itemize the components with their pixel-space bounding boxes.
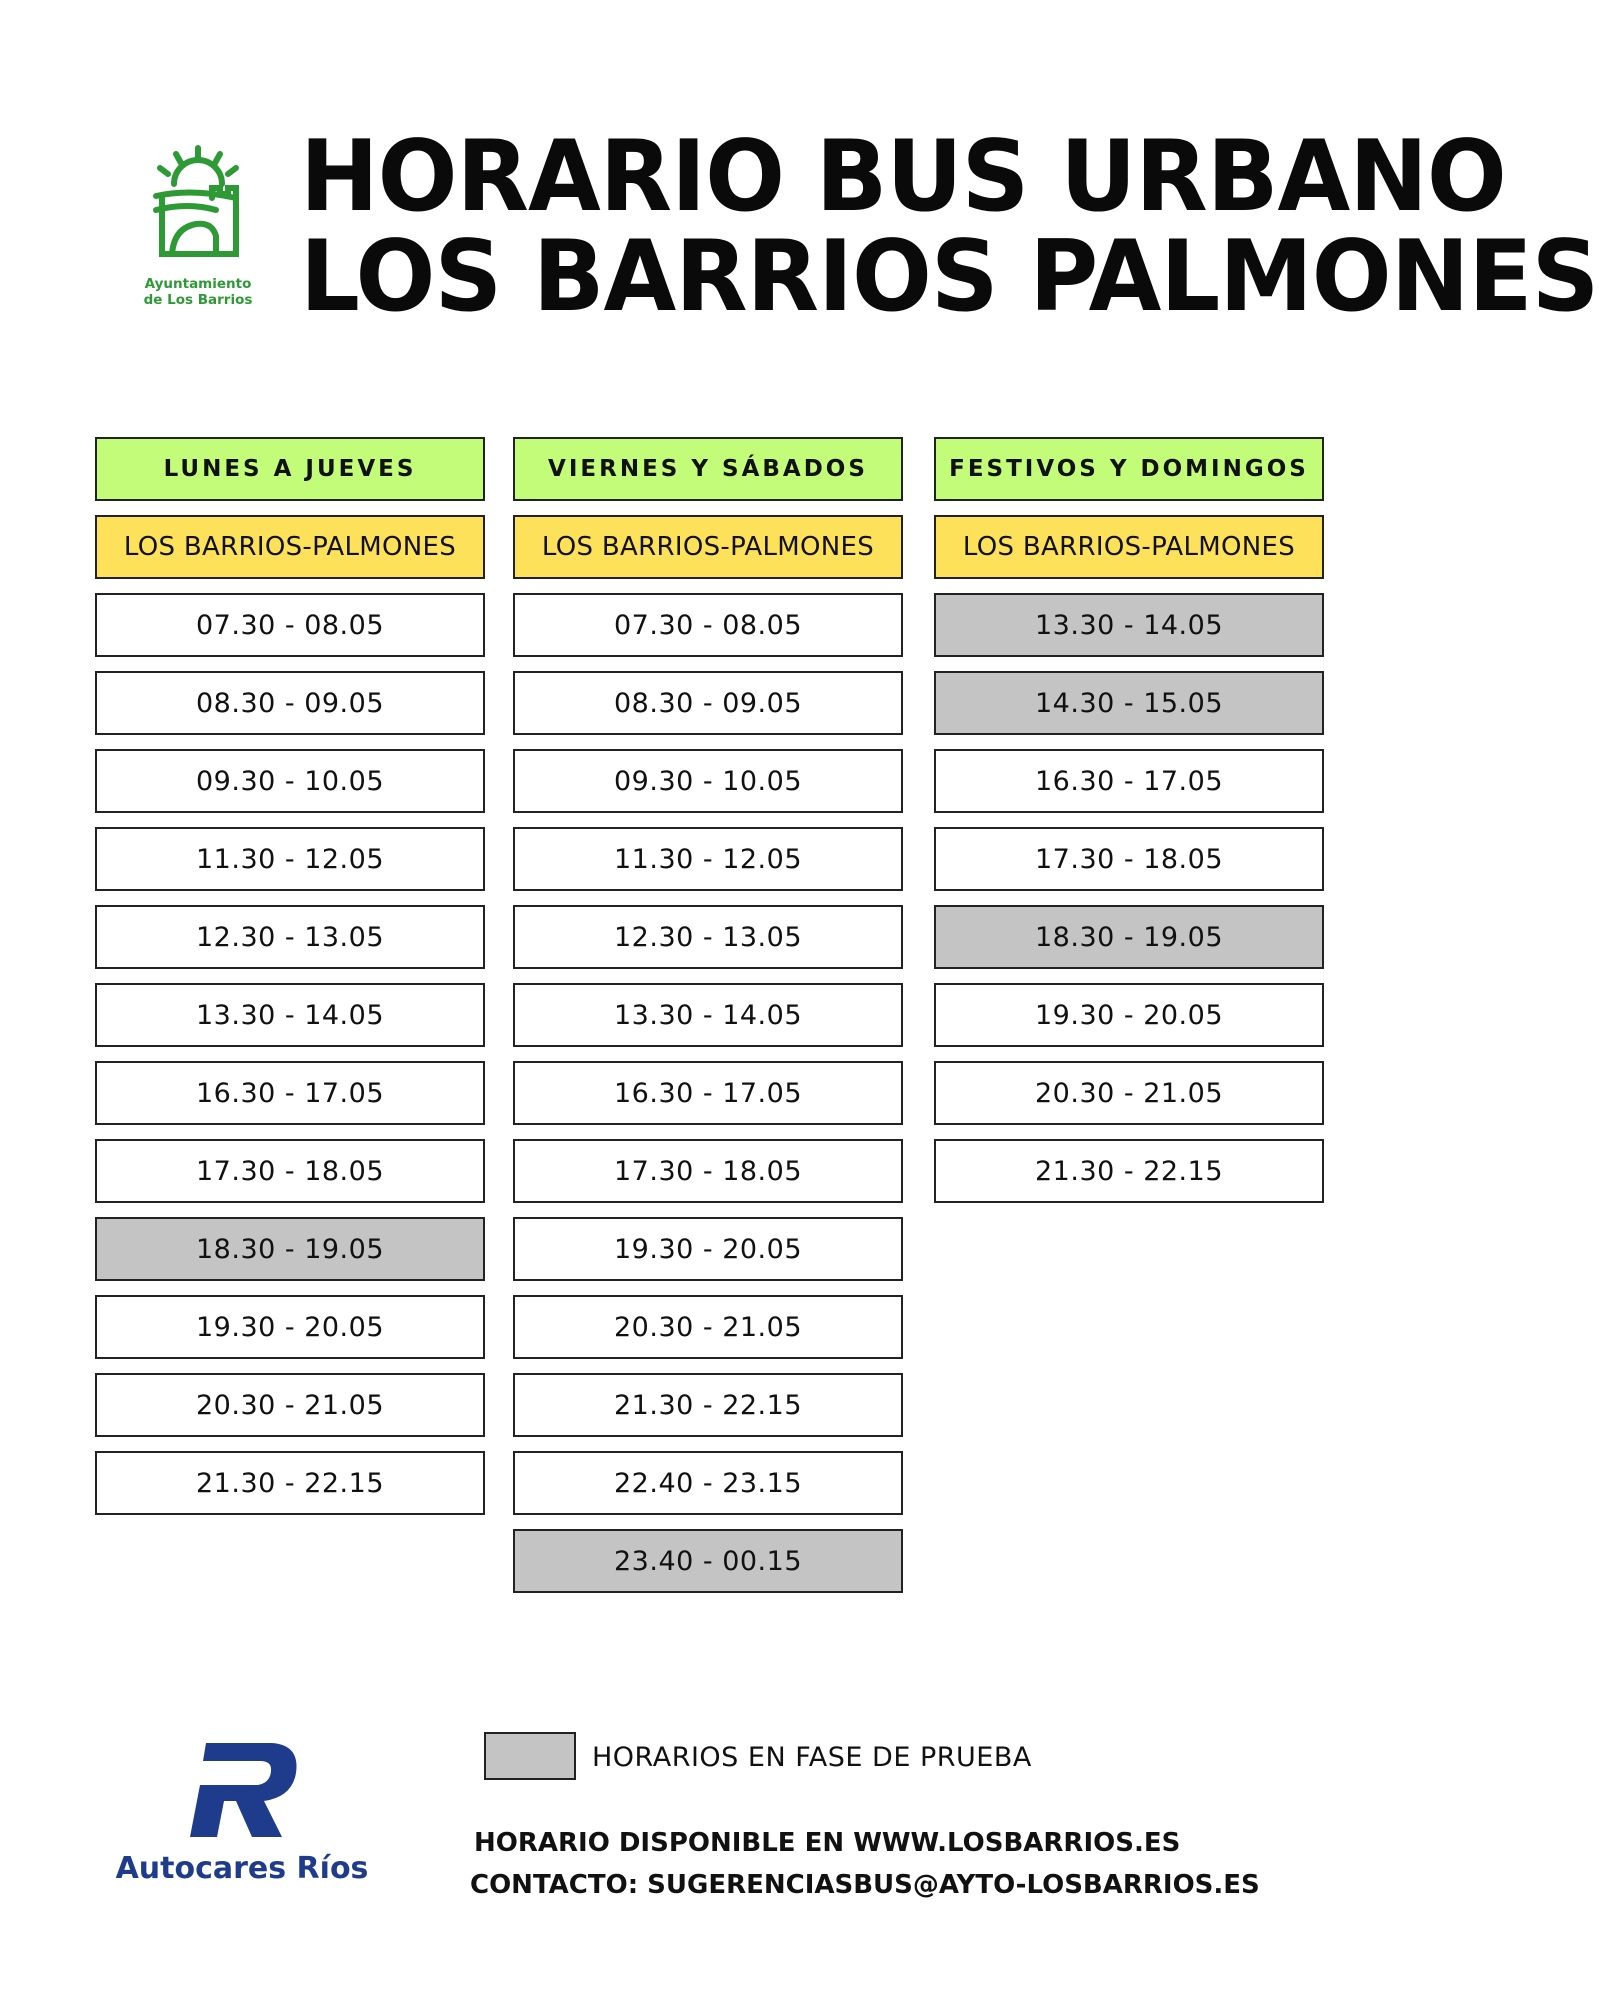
castle-sun-logo-icon xyxy=(152,144,244,264)
time-slot: 09.30 - 10.05 xyxy=(95,749,485,813)
website-info: HORARIO DISPONIBLE EN WWW.LOSBARRIOS.ES xyxy=(474,1828,1181,1858)
day-header: FESTIVOS Y DOMINGOS xyxy=(934,437,1324,501)
municipality-name-line2: de Los Barrios xyxy=(143,292,253,308)
time-slot: 17.30 - 18.05 xyxy=(513,1139,903,1203)
time-slot: 07.30 - 08.05 xyxy=(513,593,903,657)
route-header: LOS BARRIOS-PALMONES xyxy=(934,515,1324,579)
time-slot-trial: 13.30 - 14.05 xyxy=(934,593,1324,657)
company-name: Autocares Ríos xyxy=(115,1851,369,1886)
time-slot: 11.30 - 12.05 xyxy=(95,827,485,891)
time-slot: 19.30 - 20.05 xyxy=(95,1295,485,1359)
municipality-name-line1: Ayuntamiento xyxy=(144,276,252,292)
time-slot: 20.30 - 21.05 xyxy=(934,1061,1324,1125)
municipality-name xyxy=(136,276,260,308)
contact-info: CONTACTO: SUGERENCIASBUS@AYTO-LOSBARRIOS.ES xyxy=(470,1870,1260,1900)
day-header: LUNES A JUEVES xyxy=(95,437,485,501)
time-slot: 21.30 - 22.15 xyxy=(934,1139,1324,1203)
time-slot: 07.30 - 08.05 xyxy=(95,593,485,657)
page-title xyxy=(300,120,1598,334)
time-slot: 21.30 - 22.15 xyxy=(95,1451,485,1515)
time-slot: 17.30 - 18.05 xyxy=(934,827,1324,891)
time-slot: 09.30 - 10.05 xyxy=(513,749,903,813)
day-header: VIERNES Y SÁBADOS xyxy=(513,437,903,501)
time-slot-trial: 18.30 - 19.05 xyxy=(95,1217,485,1281)
time-slot: 20.30 - 21.05 xyxy=(95,1373,485,1437)
r-letter-logo-icon xyxy=(184,1735,304,1845)
time-slot: 12.30 - 13.05 xyxy=(95,905,485,969)
time-slot: 13.30 - 14.05 xyxy=(513,983,903,1047)
schedule-column-lunes-a-jueves xyxy=(95,437,485,1529)
time-slot-list xyxy=(513,593,903,1593)
page-title-line2: LOS BARRIOS PALMONES xyxy=(300,220,1598,334)
legend-trial-swatch xyxy=(484,1732,576,1780)
time-slot: 11.30 - 12.05 xyxy=(513,827,903,891)
time-slot: 19.30 - 20.05 xyxy=(513,1217,903,1281)
legend-trial-label: HORARIOS EN FASE DE PRUEBA xyxy=(592,1742,1032,1773)
time-slot: 08.30 - 09.05 xyxy=(513,671,903,735)
time-slot: 19.30 - 20.05 xyxy=(934,983,1324,1047)
page-title-line1: HORARIO BUS URBANO xyxy=(300,120,1506,235)
company-logo xyxy=(112,1735,372,1895)
time-slot: 17.30 - 18.05 xyxy=(95,1139,485,1203)
time-slot: 16.30 - 17.05 xyxy=(934,749,1324,813)
time-slot: 12.30 - 13.05 xyxy=(513,905,903,969)
time-slot: 08.30 - 09.05 xyxy=(95,671,485,735)
time-slot-list xyxy=(95,593,485,1515)
schedule-column-festivos-y-domingos xyxy=(934,437,1324,1217)
time-slot-list xyxy=(934,593,1324,1203)
time-slot-trial: 18.30 - 19.05 xyxy=(934,905,1324,969)
time-slot: 13.30 - 14.05 xyxy=(95,983,485,1047)
time-slot: 16.30 - 17.05 xyxy=(95,1061,485,1125)
time-slot: 16.30 - 17.05 xyxy=(513,1061,903,1125)
time-slot: 20.30 - 21.05 xyxy=(513,1295,903,1359)
route-header: LOS BARRIOS-PALMONES xyxy=(513,515,903,579)
municipality-logo xyxy=(136,144,260,314)
schedule-column-viernes-y-sabados xyxy=(513,437,903,1607)
time-slot: 21.30 - 22.15 xyxy=(513,1373,903,1437)
time-slot-trial: 14.30 - 15.05 xyxy=(934,671,1324,735)
time-slot-trial: 23.40 - 00.15 xyxy=(513,1529,903,1593)
route-header: LOS BARRIOS-PALMONES xyxy=(95,515,485,579)
time-slot: 22.40 - 23.15 xyxy=(513,1451,903,1515)
